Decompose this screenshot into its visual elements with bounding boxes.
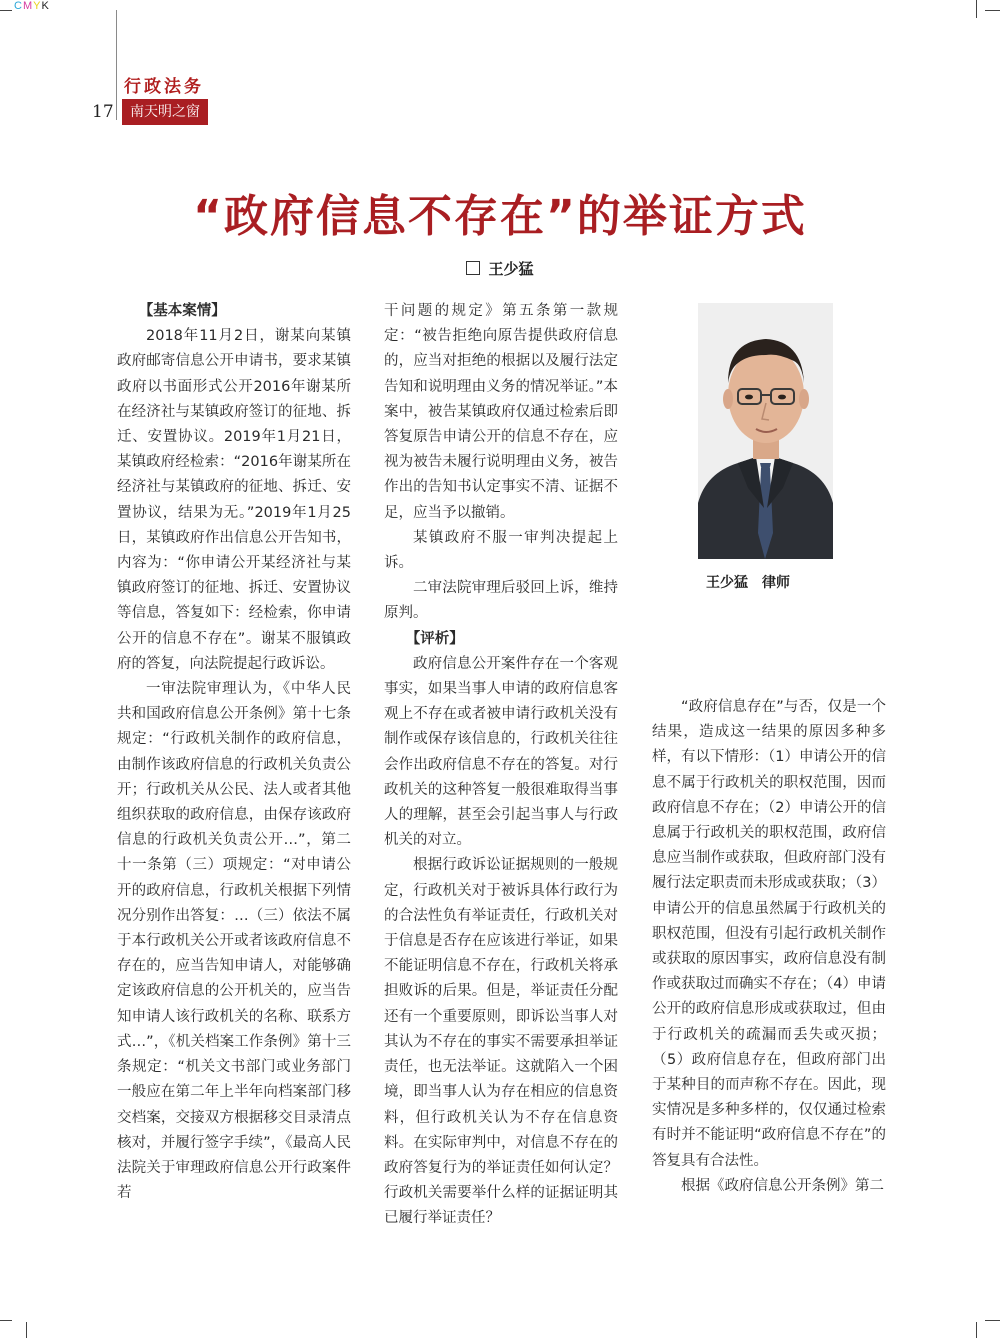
paragraph: 某镇政府不服一审判决提起上诉。	[384, 529, 618, 572]
paragraph: 2018年11月2日，谢某向某镇政府邮寄信息公开申请书，要求某镇政府以书面形式公开2016年谢某所在经济社与某镇政府签订的征地、拆迁、安置协议。2019年1月21日，某镇政府经检索：“2016年谢某所在经济社与某镇政府的征地、拆迁、安置协议，结果为无。”2019年1月25日，某镇政府作出信息公开告知书，内容为：“你申请公开某经济社与某镇政府签订的征地、拆迁、安置协议等信息，答复如下：经检索，你申请公开的信息不存在”。谢某不服镇政府的答复，向法院提起行政诉讼。	[117, 328, 351, 672]
paragraph: 政府信息公开案件存在一个客观事实，如果当事人申请的政府信息客观上不存在或者被申请行政机关没有制作或保存该信息的，行政机关往往会作出政府信息不存在的答复。对行政机关的这种答复一般很难取得当事人的理解，甚至会引起当事人与行政机关的对立。	[384, 655, 618, 849]
article-title: “政府信息不存在”的举证方式	[193, 191, 807, 242]
author-photo	[698, 303, 833, 559]
paragraph: 一审法院审理认为，《中华人民共和国政府信息公开条例》第十七条规定：“行政机关制作的政府信息，由制作该政府信息的行政机关负责公开；行政机关从公民、法人或者其他组织获取的政府信息，由保存该政府信息的行政机关负责公开…”，第二十一条第（三）项规定：“对申请公开的政府信息，行政机关根据下列情况分别作出答复：…（三）依法不属于本行政机关公开或者该政府信息不存在的，应当告知申请人，对能够确定该政府信息的公开机关的，应当告知申请人该行政机关的名称、联系方式…”，《机关档案工作条例》第十三条规定：“机关文书部门或业务部门一般应在第二年上半年向档案部门移交档案，交接双方根据移交目录清点核对，并履行签字手续”，《最高人民法院关于审理政府信息公开行政案件若	[117, 681, 351, 1202]
crop-mark-bottom-left-h	[0, 1320, 12, 1321]
paragraph: 根据行政诉讼证据规则的一般规定，行政机关对于被诉具体行政行为的合法性负有举证责任，行政机关对于信息是否存在应该进行举证，如果不能证明信息不存在，行政机关将承担败诉的后果。但是，举证责任分配还有一个重要原则，即诉讼当事人对其认为不存在的事实不需要承担举证责任，也无法举证。这就陷入一个困境，即当事人认为存在相应的信息资料，但行政机关认为不存在信息资料。在实际审判中，对信息不存在的政府答复行为的举证责任如何认定？行政机关需要举什么样的证据证明其已履行举证责任？	[384, 857, 618, 1227]
cmyk-y: Y	[33, 0, 42, 12]
column-tag: 南天明之窗	[122, 99, 208, 125]
paragraph: “政府信息存在”与否，仅是一个结果，造成这一结果的原因多种多样，有以下情形：（1）申请公开的信息不属于行政机关的职权范围，因而政府信息不存在；（2）申请公开的信息属于行政机关的职权范围，政府信息应当制作或获取，但政府部门没有履行法定职责而未形成或获取；（3）申请公开的信息虽然属于行政机关的职权范围，但没有引起行政机关制作或获取的原因事实，政府信息没有制作或获取过而确实不存在；（4）申请公开的政府信息形成或获取过，但由于行政机关的疏漏而丢失或灭损；（5）政府信息存在，但政府部门出于某种目的而声称不存在。因此，现实情况是多种多样的，仅仅通过检索有时并不能证明“政府信息不存在”的答复具有合法性。	[652, 699, 886, 1169]
byline	[0, 258, 1000, 279]
color-registration-marks	[14, 0, 50, 12]
photo-caption: 王少猛 律师	[706, 575, 790, 591]
header-divider-line	[116, 10, 117, 120]
section-heading-analysis: 【评析】	[405, 630, 464, 647]
cmyk-m: M	[22, 0, 34, 12]
crop-mark-top-left	[0, 10, 12, 11]
text-column-2	[384, 299, 618, 1232]
crop-mark-top-right-v	[976, 0, 977, 18]
cmyk-k: K	[41, 0, 50, 12]
crop-mark-top-right-h	[985, 10, 1000, 11]
column-name: 行政法务	[124, 77, 204, 97]
crop-mark-bottom-left-v	[26, 1322, 27, 1338]
author-name: 王少猛	[488, 260, 534, 278]
text-column-1	[117, 299, 351, 1206]
paragraph: 二审法院审理后驳回上诉，维持原判。	[384, 580, 618, 622]
crop-mark-bottom-right-v	[976, 1322, 977, 1338]
crop-mark-bottom-right-h	[985, 1320, 1000, 1321]
paragraph: 干问题的规定》第五条第一款规定：“被告拒绝向原告提供政府信息的，应当对拒绝的根据以及履行法定告知和说明理由义务的情况举证。”本案中，被告某镇政府仅通过检索后即答复原告申请公开的信息不存在，应视为被告未履行说明理由义务，被告作出的告知书认定事实不清、证据不足，应当予以撤销。	[384, 303, 618, 521]
author-portrait-image	[698, 303, 833, 559]
paragraph: 根据《政府信息公开条例》第二	[681, 1177, 884, 1194]
cmyk-c: C	[14, 0, 23, 12]
page-number: 17	[92, 102, 114, 122]
author-box-icon	[466, 261, 480, 275]
text-column-3	[652, 695, 886, 1199]
section-heading-case: 【基本案情】	[138, 303, 226, 319]
